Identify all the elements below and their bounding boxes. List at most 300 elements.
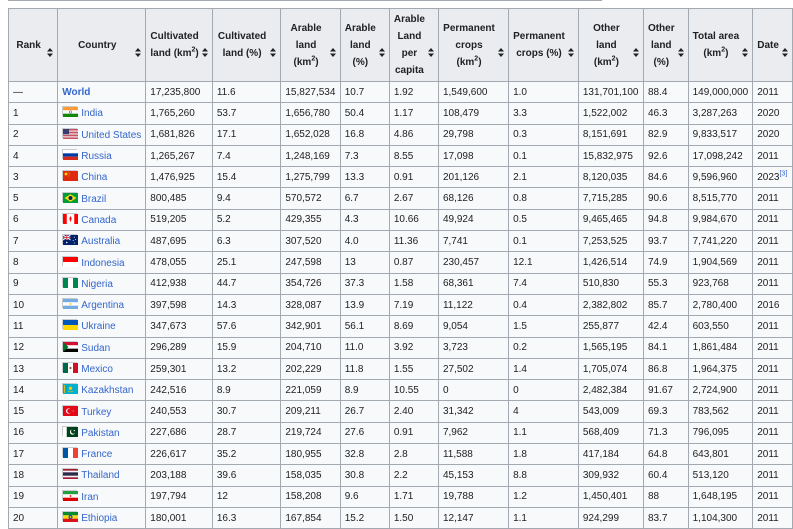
column-header[interactable]: [58, 9, 146, 82]
rank-cell: 9: [9, 273, 58, 294]
permanent-crops-pct-cell: 0.1: [509, 145, 579, 166]
arable-land-km2-cell: 1,275,799: [281, 167, 340, 188]
cultivated-land-pct-cell: 13.2: [212, 358, 281, 379]
cultivated-land-pct-cell: 12: [212, 486, 281, 507]
permanent-crops-pct-cell: 1.1: [509, 422, 579, 443]
country-cell: [58, 145, 146, 166]
total-area-cell: 7,741,220: [688, 231, 753, 252]
country-link[interactable]: Nigeria: [81, 278, 113, 290]
other-land-pct-cell: 85.7: [643, 294, 688, 315]
arable-land-km2-cell: 15,827,534: [281, 82, 340, 103]
country-link[interactable]: France: [81, 449, 113, 461]
country-link[interactable]: Ukraine: [81, 321, 116, 333]
total-area-cell: 9,984,670: [688, 209, 753, 230]
other-land-pct-cell: 93.7: [643, 231, 688, 252]
turkey-flag-icon: [62, 405, 77, 415]
thailand-flag-icon: [62, 468, 77, 478]
country-cell: [58, 401, 146, 422]
date-cell: [753, 82, 793, 103]
sort-arrows-icon[interactable]: [270, 48, 276, 59]
cultivated-land-km2-cell: 296,289: [146, 337, 213, 358]
cultivated-land-km2-cell: 487,695: [146, 231, 213, 252]
column-header-superscript: 2: [311, 55, 316, 63]
cultivated-land-km2-cell: 259,301: [146, 358, 213, 379]
country-link[interactable]: Indonesia: [81, 257, 125, 269]
date-cell: [753, 252, 793, 273]
other-land-km2-cell: 131,701,100: [578, 82, 643, 103]
country-cell: [58, 465, 146, 486]
total-area-cell: 783,562: [688, 401, 753, 422]
permanent-crops-km2-cell: 68,126: [438, 188, 508, 209]
sort-arrows-icon[interactable]: [568, 48, 574, 59]
rank-cell: 17: [9, 444, 58, 465]
total-area-cell: 8,515,770: [688, 188, 753, 209]
sort-arrows-icon[interactable]: [135, 48, 141, 59]
date-value: 2011: [757, 214, 779, 226]
cultivated-land-pct-cell: 28.7: [212, 422, 281, 443]
column-header-label: Date: [757, 39, 779, 51]
date-value: 2011: [757, 193, 779, 205]
permanent-crops-pct-cell: 8.8: [509, 465, 579, 486]
other-land-km2-cell: 1,705,074: [578, 358, 643, 379]
other-land-pct-cell: 82.9: [643, 124, 688, 145]
column-header-superscript: 2: [611, 55, 616, 63]
other-land-km2-cell: 2,382,802: [578, 294, 643, 315]
country-link[interactable]: Australia: [81, 236, 121, 248]
column-header[interactable]: [578, 9, 643, 82]
table-row: [9, 401, 793, 422]
sort-arrows-icon[interactable]: [379, 48, 385, 59]
permanent-crops-km2-cell: 7,741: [438, 231, 508, 252]
date-value: 2011: [757, 427, 779, 439]
country-cell: [58, 124, 146, 145]
date-value: 2011: [757, 235, 779, 247]
cultivated-land-km2-cell: 347,673: [146, 316, 213, 337]
country-link[interactable]: Argentina: [81, 300, 125, 312]
date-cell: [753, 231, 793, 252]
total-area-cell: 9,833,517: [688, 124, 753, 145]
cultivated-land-pct-cell: 5.2: [212, 209, 281, 230]
other-land-km2-cell: 1,522,002: [578, 103, 643, 124]
reference-link[interactable]: [3]: [779, 170, 788, 178]
arable-land-km2-cell: 180,955: [281, 444, 340, 465]
arable-land-per-capita-cell: 1.92: [389, 82, 438, 103]
total-area-cell: 796,095: [688, 422, 753, 443]
date-value: 2011: [757, 257, 779, 269]
country-cell: [58, 507, 146, 528]
rank-cell: 12: [9, 337, 58, 358]
date-value: 2011: [757, 469, 779, 481]
arable-land-per-capita-cell: 1.58: [389, 273, 438, 294]
cultivated-land-pct-cell: 16.3: [212, 507, 281, 528]
date-value: 2020: [757, 107, 780, 119]
arable-land-km2-cell: 167,854: [281, 507, 340, 528]
country-link[interactable]: India: [81, 108, 103, 120]
australia-flag-icon: [62, 234, 77, 244]
permanent-crops-pct-cell: 7.4: [509, 273, 579, 294]
other-land-km2-cell: 543,009: [578, 401, 643, 422]
table-row: [9, 252, 793, 273]
other-land-km2-cell: 1,565,195: [578, 337, 643, 358]
arable-land-pct-cell: 4.3: [340, 209, 389, 230]
arable-land-per-capita-cell: 10.55: [389, 380, 438, 401]
arable-land-km2-cell: 570,572: [281, 188, 340, 209]
permanent-crops-pct-cell: 1.2: [509, 486, 579, 507]
permanent-crops-pct-cell: 1.4: [509, 358, 579, 379]
column-header[interactable]: [753, 9, 793, 82]
table-row: [9, 82, 793, 103]
table-row: [9, 167, 793, 188]
country-link[interactable]: Brazil: [81, 193, 107, 205]
country-link[interactable]: Mexico: [81, 364, 113, 375]
rank-cell: 4: [9, 145, 58, 166]
other-land-pct-cell: 88.4: [643, 82, 688, 103]
date-value: 2011: [757, 342, 779, 354]
arable-land-per-capita-cell: 0.91: [389, 422, 438, 443]
arable-land-km2-cell: 219,724: [281, 422, 340, 443]
other-land-km2-cell: 417,184: [578, 444, 643, 465]
total-area-cell: 643,801: [688, 444, 753, 465]
country-cell: [58, 486, 146, 507]
date-cell: [753, 444, 793, 465]
cultivated-land-pct-cell: 53.7: [212, 103, 281, 124]
cultivated-land-km2-cell: 180,001: [146, 507, 213, 528]
permanent-crops-km2-cell: 11,588: [438, 444, 508, 465]
column-header-label: Arable Land per capita: [393, 14, 425, 76]
column-header-label: Total area (km: [692, 31, 740, 59]
country-cell: [58, 252, 146, 273]
table-row: [9, 145, 793, 166]
column-header[interactable]: [281, 9, 340, 82]
cultivated-land-pct-cell: 15.4: [212, 167, 281, 188]
country-link[interactable]: Turkey: [81, 406, 112, 418]
rank-cell: 16: [9, 422, 58, 443]
date-value: 2023: [757, 171, 780, 183]
arable-land-pct-cell: 56.1: [340, 316, 389, 337]
table-row: [9, 231, 793, 252]
country-link[interactable]: Ethiopia: [81, 513, 118, 525]
permanent-crops-km2-cell: 27,502: [438, 358, 508, 379]
rank-cell: 13: [9, 358, 58, 379]
other-land-km2-cell: 568,409: [578, 422, 643, 443]
other-land-km2-cell: 7,715,285: [578, 188, 643, 209]
arable-land-per-capita-cell: 0.87: [389, 252, 438, 273]
sort-arrows-icon[interactable]: [782, 48, 788, 59]
permanent-crops-pct-cell: 2.1: [509, 167, 579, 188]
other-land-pct-cell: 71.3: [643, 422, 688, 443]
cultivated-land-km2-cell: 800,485: [146, 188, 213, 209]
permanent-crops-pct-cell: 0.3: [509, 124, 579, 145]
country-link[interactable]: Russia: [81, 151, 112, 163]
permanent-crops-pct-cell: 1.8: [509, 444, 579, 465]
permanent-crops-km2-cell: 0: [438, 380, 508, 401]
date-value: 2011: [757, 406, 779, 418]
arable-land-km2-cell: 429,355: [281, 209, 340, 230]
column-header-label: Other land (km: [593, 22, 620, 68]
cultivated-land-km2-cell: 226,617: [146, 444, 213, 465]
permanent-crops-pct-cell: 0.2: [509, 337, 579, 358]
permanent-crops-km2-cell: 3,723: [438, 337, 508, 358]
arable-land-pct-cell: 4.0: [340, 231, 389, 252]
permanent-crops-km2-cell: 17,098: [438, 145, 508, 166]
rank-cell: 5: [9, 188, 58, 209]
total-area-cell: 2,724,900: [688, 380, 753, 401]
arable-land-per-capita-cell: 2.8: [389, 444, 438, 465]
other-land-pct-cell: 92.6: [643, 145, 688, 166]
column-header-superscript: 2: [191, 46, 196, 54]
column-header[interactable]: [340, 9, 389, 82]
date-cell: [753, 145, 793, 166]
arable-land-km2-cell: 1,656,780: [281, 103, 340, 124]
arable-land-km2-cell: 158,035: [281, 465, 340, 486]
cultivated-land-pct-cell: 35.2: [212, 444, 281, 465]
total-area-cell: 513,120: [688, 465, 753, 486]
permanent-crops-km2-cell: 45,153: [438, 465, 508, 486]
table-header-row: [9, 9, 793, 82]
total-area-cell: 1,904,569: [688, 252, 753, 273]
column-header-label: Other land (%): [647, 22, 675, 68]
date-cell: [753, 273, 793, 294]
sort-arrows-icon[interactable]: [498, 48, 504, 59]
indonesia-flag-icon: [62, 256, 77, 266]
other-land-km2-cell: 309,932: [578, 465, 643, 486]
sort-arrows-icon[interactable]: [47, 48, 53, 59]
date-cell: [753, 422, 793, 443]
other-land-km2-cell: 2,482,384: [578, 380, 643, 401]
sort-arrows-icon[interactable]: [742, 48, 748, 59]
other-land-pct-cell: 84.1: [643, 337, 688, 358]
rank-cell: 8: [9, 252, 58, 273]
date-cell: [753, 507, 793, 528]
rank-cell: 20: [9, 507, 58, 528]
country-cell: [58, 209, 146, 230]
total-area-cell: 923,768: [688, 273, 753, 294]
column-header-tail: ): [195, 48, 199, 59]
cultivated-land-pct-cell: 14.3: [212, 294, 281, 315]
other-land-pct-cell: 46.3: [643, 103, 688, 124]
rank-cell: 1: [9, 103, 58, 124]
country-link[interactable]: China: [81, 172, 108, 184]
rank-cell: 3: [9, 167, 58, 188]
table-row: [9, 422, 793, 443]
country-cell: [58, 444, 146, 465]
arable-land-per-capita-cell: 3.92: [389, 337, 438, 358]
date-value: 2011: [757, 278, 779, 290]
sort-arrows-icon[interactable]: [678, 48, 684, 59]
permanent-crops-km2-cell: 201,126: [438, 167, 508, 188]
cultivated-land-pct-cell: 39.6: [212, 465, 281, 486]
arable-land-pct-cell: 37.3: [340, 273, 389, 294]
nigeria-flag-icon: [62, 277, 77, 287]
column-header[interactable]: [438, 9, 508, 82]
arable-land-pct-cell: 13.3: [340, 167, 389, 188]
arable-land-per-capita-cell: 8.55: [389, 145, 438, 166]
column-header-label: Arable land (km: [290, 22, 322, 68]
other-land-pct-cell: 84.6: [643, 167, 688, 188]
total-area-cell: 9,596,960: [688, 167, 753, 188]
russia-flag-icon: [62, 149, 77, 159]
land-use-table: [8, 8, 793, 529]
column-header[interactable]: [9, 9, 58, 82]
table-row: [9, 444, 793, 465]
rank-cell: —: [9, 82, 58, 103]
country-link[interactable]: United States: [81, 129, 142, 141]
permanent-crops-km2-cell: 49,924: [438, 209, 508, 230]
other-land-pct-cell: 55.3: [643, 273, 688, 294]
cultivated-land-pct-cell: 25.1: [212, 252, 281, 273]
date-cell: [753, 103, 793, 124]
date-cell: [753, 486, 793, 507]
cultivated-land-pct-cell: 44.7: [212, 273, 281, 294]
cultivated-land-km2-cell: 17,235,800: [146, 82, 213, 103]
column-header[interactable]: [643, 9, 688, 82]
iran-flag-icon: [62, 490, 77, 500]
china-flag-icon: [62, 170, 77, 180]
column-header[interactable]: [212, 9, 281, 82]
sort-arrows-icon[interactable]: [202, 48, 208, 59]
permanent-crops-pct-cell: 1.0: [509, 82, 579, 103]
country-link[interactable]: Thailand: [81, 470, 120, 482]
arable-land-pct-cell: 11.8: [340, 358, 389, 379]
arable-land-pct-cell: 16.8: [340, 124, 389, 145]
arable-land-km2-cell: 354,726: [281, 273, 340, 294]
date-cell: [753, 294, 793, 315]
cultivated-land-pct-cell: 57.6: [212, 316, 281, 337]
sort-arrows-icon[interactable]: [633, 48, 639, 59]
table-row: [9, 358, 793, 379]
rank-cell: 19: [9, 486, 58, 507]
total-area-cell: 3,287,263: [688, 103, 753, 124]
date-cell: [753, 124, 793, 145]
country-link[interactable]: Sudan: [81, 342, 111, 354]
argentina-flag-icon: [62, 298, 77, 308]
column-header[interactable]: [389, 9, 438, 82]
permanent-crops-pct-cell: 0.8: [509, 188, 579, 209]
arable-land-pct-cell: 9.6: [340, 486, 389, 507]
column-header-label: Permanent crops (%): [513, 31, 565, 59]
cultivated-land-pct-cell: 9.4: [212, 188, 281, 209]
other-land-km2-cell: 8,120,035: [578, 167, 643, 188]
cultivated-land-km2-cell: 197,794: [146, 486, 213, 507]
cultivated-land-pct-cell: 8.9: [212, 380, 281, 401]
table-row: [9, 380, 793, 401]
other-land-pct-cell: 69.3: [643, 401, 688, 422]
column-header-label: Cultivated land (%): [217, 31, 267, 59]
kazakhstan-flag-icon: [62, 383, 77, 393]
arable-land-km2-cell: 204,710: [281, 337, 340, 358]
date-cell: [753, 380, 793, 401]
arable-land-per-capita-cell: 11.36: [389, 231, 438, 252]
table-row: [9, 124, 793, 145]
arable-land-per-capita-cell: 2.2: [389, 465, 438, 486]
rank-cell: 15: [9, 401, 58, 422]
cultivated-land-km2-cell: 1,765,260: [146, 103, 213, 124]
rank-cell: 18: [9, 465, 58, 486]
other-land-km2-cell: 1,450,401: [578, 486, 643, 507]
date-value: 2016: [757, 299, 780, 311]
other-land-km2-cell: 7,253,525: [578, 231, 643, 252]
total-area-cell: 149,000,000: [688, 82, 753, 103]
column-header-superscript: 2: [721, 46, 726, 54]
country-link[interactable]: Iran: [81, 491, 99, 503]
date-value: 2011: [757, 86, 779, 98]
date-value: 2011: [757, 363, 779, 375]
column-header-label: Arable land (%): [344, 22, 376, 68]
other-land-pct-cell: 74.9: [643, 252, 688, 273]
column-header[interactable]: [509, 9, 579, 82]
country-link[interactable]: Canada: [81, 214, 117, 226]
cultivated-land-pct-cell: 17.1: [212, 124, 281, 145]
other-land-pct-cell: 91.67: [643, 380, 688, 401]
permanent-crops-km2-cell: 68,361: [438, 273, 508, 294]
cultivated-land-km2-cell: 478,055: [146, 252, 213, 273]
table-row: [9, 273, 793, 294]
country-cell: [58, 103, 146, 124]
other-land-km2-cell: 1,426,514: [578, 252, 643, 273]
column-header[interactable]: [688, 9, 753, 82]
country-link[interactable]: Pakistan: [81, 427, 120, 439]
arable-land-per-capita-cell: 8.69: [389, 316, 438, 337]
permanent-crops-pct-cell: 1.1: [509, 507, 579, 528]
table-row: [9, 507, 793, 528]
column-header-tail: ): [315, 56, 319, 68]
pakistan-flag-icon: [62, 426, 77, 436]
arable-land-pct-cell: 27.6: [340, 422, 389, 443]
column-header-label: Permanent crops (km: [443, 22, 495, 68]
table-row: [9, 294, 793, 315]
permanent-crops-km2-cell: 19,788: [438, 486, 508, 507]
date-value: 2011: [757, 448, 779, 460]
cultivated-land-pct-cell: 7.4: [212, 145, 281, 166]
france-flag-icon: [62, 447, 77, 457]
column-header[interactable]: [146, 9, 213, 82]
other-land-pct-cell: 88: [643, 486, 688, 507]
country-cell: [58, 188, 146, 209]
other-land-pct-cell: 64.8: [643, 444, 688, 465]
table-row: [9, 316, 793, 337]
table-row: [9, 337, 793, 358]
cultivated-land-km2-cell: 1,476,925: [146, 167, 213, 188]
country-link[interactable]: Kazakhstan: [81, 385, 134, 397]
permanent-crops-pct-cell: 0.4: [509, 294, 579, 315]
country-cell: [58, 316, 146, 337]
permanent-crops-km2-cell: 29,798: [438, 124, 508, 145]
country-link[interactable]: World: [62, 86, 91, 98]
cultivated-land-pct-cell: 11.6: [212, 82, 281, 103]
cultivated-land-km2-cell: 242,516: [146, 380, 213, 401]
sort-arrows-icon[interactable]: [428, 48, 434, 59]
other-land-km2-cell: 15,832,975: [578, 145, 643, 166]
arable-land-km2-cell: 328,087: [281, 294, 340, 315]
total-area-cell: 1,104,300: [688, 507, 753, 528]
other-land-pct-cell: 83.7: [643, 507, 688, 528]
arable-land-per-capita-cell: 1.55: [389, 358, 438, 379]
date-cell: [753, 188, 793, 209]
country-cell: [58, 294, 146, 315]
arable-land-pct-cell: 26.7: [340, 401, 389, 422]
brazil-flag-icon: [62, 192, 77, 202]
permanent-crops-km2-cell: 1,549,600: [438, 82, 508, 103]
table-row: [9, 188, 793, 209]
arable-land-pct-cell: 8.9: [340, 380, 389, 401]
sort-arrows-icon[interactable]: [330, 48, 336, 59]
total-area-cell: 2,780,400: [688, 294, 753, 315]
arable-land-pct-cell: 13.9: [340, 294, 389, 315]
date-cell: [753, 167, 793, 188]
permanent-crops-pct-cell: 4: [509, 401, 579, 422]
date-value: 2011: [757, 512, 779, 524]
country-cell: [58, 273, 146, 294]
